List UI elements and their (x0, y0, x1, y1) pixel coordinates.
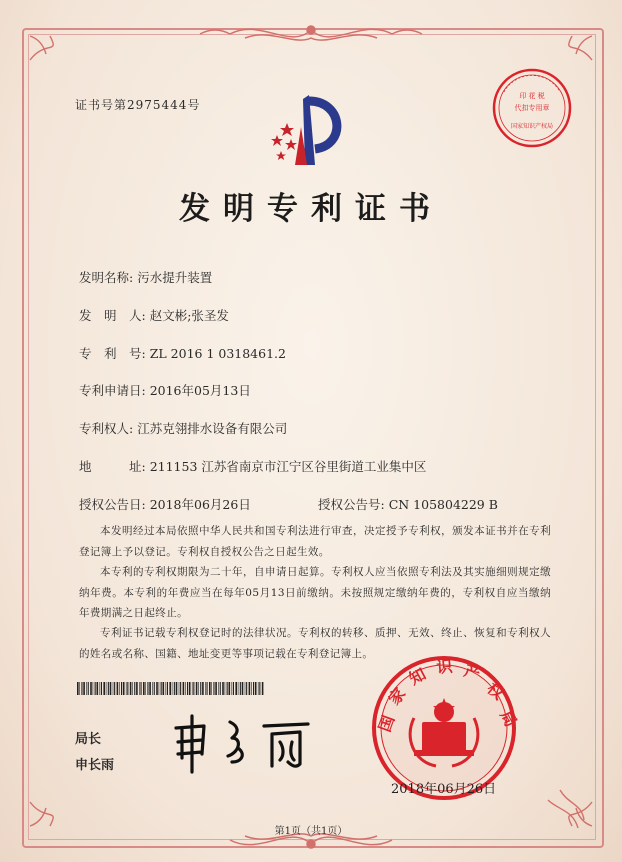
director-name: 申长雨 (75, 758, 115, 773)
patent-number-row (79, 344, 286, 362)
page-title: 发明专利证书 (179, 191, 443, 227)
grant-number-value: CN 105804229 B (388, 497, 498, 512)
filing-date-row (79, 381, 251, 399)
paragraph-term: 本专利的专利权期限为二十年，自申请日起算。专利权人应当依照专利法及其实施细则规定缴纳年费。本专利的年费应当在每年05月13日前缴纳。未按照规定缴纳年费的，专利权自应当缴纳年费期满之日起终止。 (79, 566, 551, 619)
patent-number-label: 专 利 号: (79, 346, 146, 361)
seal-date: 2018年06月26日 (391, 782, 497, 797)
patentee-row (79, 419, 287, 437)
svg-text:国家知识产权局: 国家知识产权局 (510, 123, 554, 130)
tax-stamp (494, 70, 570, 146)
invention-name-value: 污水提升装置 (137, 270, 213, 285)
handwritten-signature (168, 708, 318, 778)
patentee-label: 专利权人: (79, 421, 134, 436)
svg-text:权: 权 (483, 678, 508, 704)
paragraph-grant: 本发明经过本局依照中华人民共和国专利法进行审查，决定授予专利权，颁发本证书并在专利登记簿上予以登记。专利权自授权公告之日起生效。 (79, 525, 551, 558)
svg-text:局: 局 (496, 706, 521, 731)
top-ornament (200, 26, 422, 40)
page-footer: 第1页（共1页） (274, 826, 348, 837)
grant-date-row (79, 495, 251, 513)
svg-text:家: 家 (384, 684, 410, 709)
svg-text:代扣专用章: 代扣专用章 (514, 104, 550, 112)
filing-date-label: 专利申请日: (79, 383, 146, 398)
inventor-label: 发 明 人: (79, 308, 146, 323)
grant-number-label: 授权公告号: (318, 497, 385, 512)
svg-text:产: 产 (461, 660, 483, 684)
patent-number-value: ZL 2016 1 0318461.2 (149, 346, 286, 361)
svg-text:识: 识 (435, 656, 454, 677)
inventor-row (79, 306, 229, 324)
grant-date-label: 授权公告日: (79, 497, 146, 512)
invention-name-row (79, 268, 212, 286)
invention-name-label: 发明名称: (79, 270, 134, 285)
address-label: 地 址: (79, 459, 146, 474)
svg-text:知: 知 (405, 664, 430, 689)
grant-date-value: 2018年06月26日 (149, 497, 251, 512)
svg-text:国: 国 (374, 712, 399, 735)
barcode (77, 682, 265, 695)
cnipa-logo-icon (271, 95, 337, 165)
svg-text:印 花 税: 印 花 税 (519, 92, 545, 100)
certificate-number: 证书号第2975444号 (75, 98, 201, 112)
grant-number-row (318, 495, 498, 513)
patentee-value: 江苏克翎排水设备有限公司 (137, 421, 288, 436)
inventor-value: 赵文彬;张圣发 (149, 308, 229, 323)
director-title: 局长 (75, 732, 102, 747)
address-value: 211153 江苏省南京市江宁区谷里街道工业集中区 (149, 459, 427, 474)
paragraph-legal-status: 专利证书记载专利权登记时的法律状况。专利权的转移、质押、无效、终止、恢复和专利权人的姓名或名称、国籍、地址变更等事项记载在专利登记簿上。 (79, 627, 551, 660)
filing-date-value: 2016年05月13日 (149, 383, 251, 398)
address-row (79, 457, 426, 475)
